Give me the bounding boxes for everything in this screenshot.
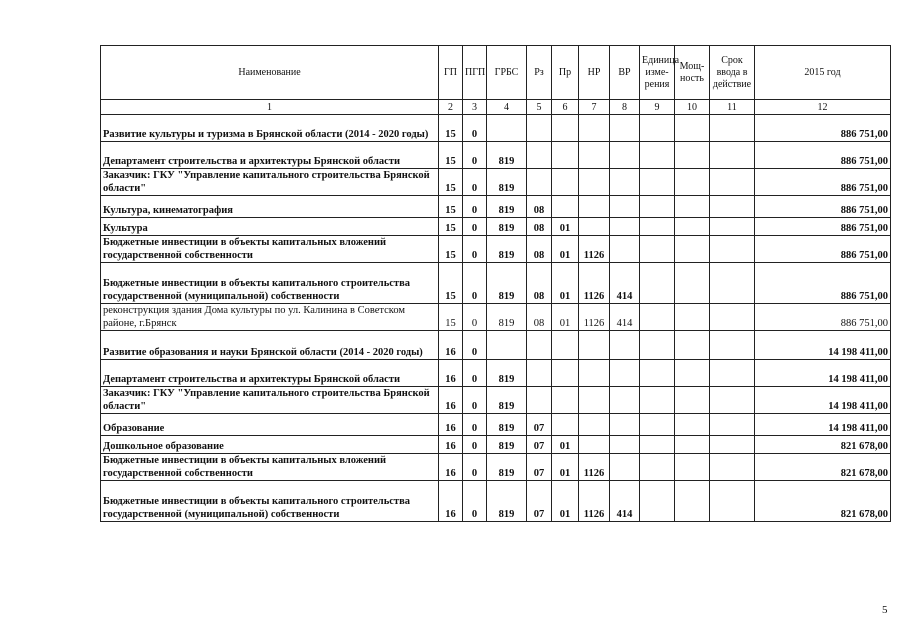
row-rz-cell: 08 — [527, 304, 552, 331]
row-pr-cell: 01 — [552, 263, 579, 304]
row-term-cell — [710, 218, 755, 236]
column-number-cell: 11 — [710, 100, 755, 115]
row-power-cell — [675, 142, 710, 169]
row-np-cell — [579, 387, 610, 414]
row-vr-cell — [610, 387, 640, 414]
row-amount-cell: 821 678,00 — [755, 481, 891, 522]
row-unit-cell — [640, 387, 675, 414]
row-rz-cell — [527, 360, 552, 387]
row-grbs-cell: 819 — [487, 236, 527, 263]
row-unit-cell — [640, 454, 675, 481]
row-gp-cell: 16 — [439, 481, 463, 522]
row-rz-cell: 07 — [527, 454, 552, 481]
row-gp-cell: 15 — [439, 169, 463, 196]
row-power-cell — [675, 304, 710, 331]
column-number-cell: 1 — [101, 100, 439, 115]
col-header-grbs: ГРБС — [487, 46, 527, 100]
column-number-row — [101, 100, 891, 115]
table-row — [101, 387, 891, 414]
row-amount-cell: 14 198 411,00 — [755, 331, 891, 360]
table-row — [101, 196, 891, 218]
table-row — [101, 360, 891, 387]
row-name-cell: Бюджетные инвестиции в объекты капитальных вложений государственной собственности — [101, 454, 439, 481]
row-pgp-cell: 0 — [463, 169, 487, 196]
row-gp-cell: 15 — [439, 236, 463, 263]
table-header-row — [101, 46, 891, 100]
row-amount-cell: 821 678,00 — [755, 436, 891, 454]
row-term-cell — [710, 454, 755, 481]
row-pgp-cell: 0 — [463, 436, 487, 454]
row-grbs-cell: 819 — [487, 436, 527, 454]
row-pr-cell — [552, 196, 579, 218]
row-grbs-cell: 819 — [487, 169, 527, 196]
row-grbs-cell: 819 — [487, 387, 527, 414]
table-row — [101, 331, 891, 360]
row-gp-cell: 16 — [439, 436, 463, 454]
page-number: 5 — [882, 604, 888, 616]
row-name-cell: Департамент строительства и архитектуры Брянской области — [101, 360, 439, 387]
row-vr-cell — [610, 196, 640, 218]
row-vr-cell: 414 — [610, 263, 640, 304]
table-row — [101, 169, 891, 196]
row-np-cell — [579, 360, 610, 387]
row-name-cell: Образование — [101, 414, 439, 436]
row-grbs-cell: 819 — [487, 196, 527, 218]
row-unit-cell — [640, 236, 675, 263]
column-number-cell: 7 — [579, 100, 610, 115]
column-number-cell: 5 — [527, 100, 552, 115]
budget-table — [100, 45, 891, 522]
row-grbs-cell — [487, 115, 527, 142]
row-amount-cell: 886 751,00 — [755, 115, 891, 142]
row-amount-cell: 886 751,00 — [755, 236, 891, 263]
row-gp-cell: 16 — [439, 331, 463, 360]
row-unit-cell — [640, 304, 675, 331]
row-name-cell: Бюджетные инвестиции в объекты капитальных вложений государственной собственности — [101, 236, 439, 263]
column-number-cell: 6 — [552, 100, 579, 115]
row-pr-cell: 01 — [552, 436, 579, 454]
row-power-cell — [675, 481, 710, 522]
row-pr-cell — [552, 115, 579, 142]
row-gp-cell: 16 — [439, 414, 463, 436]
row-name-cell: Культура, кинематография — [101, 196, 439, 218]
row-power-cell — [675, 436, 710, 454]
row-pr-cell — [552, 169, 579, 196]
row-pr-cell: 01 — [552, 236, 579, 263]
table-row — [101, 218, 891, 236]
row-unit-cell — [640, 218, 675, 236]
row-term-cell — [710, 331, 755, 360]
row-vr-cell — [610, 360, 640, 387]
row-term-cell — [710, 414, 755, 436]
row-term-cell — [710, 196, 755, 218]
row-rz-cell — [527, 169, 552, 196]
row-np-cell: 1126 — [579, 304, 610, 331]
row-name-cell: Дошкольное образование — [101, 436, 439, 454]
row-grbs-cell: 819 — [487, 142, 527, 169]
row-unit-cell — [640, 142, 675, 169]
row-np-cell — [579, 142, 610, 169]
row-term-cell — [710, 387, 755, 414]
column-number-cell: 10 — [675, 100, 710, 115]
row-term-cell — [710, 142, 755, 169]
row-amount-cell: 886 751,00 — [755, 218, 891, 236]
row-name-cell: реконструкция здания Дома культуры по ул. Калинина в Советском районе, г.Брянск — [101, 304, 439, 331]
row-amount-cell: 886 751,00 — [755, 196, 891, 218]
row-gp-cell: 15 — [439, 115, 463, 142]
row-unit-cell — [640, 436, 675, 454]
row-name-cell: Заказчик: ГКУ "Управление капитального строительства Брянской области" — [101, 387, 439, 414]
row-power-cell — [675, 454, 710, 481]
row-np-cell — [579, 414, 610, 436]
row-amount-cell: 886 751,00 — [755, 304, 891, 331]
row-np-cell: 1126 — [579, 263, 610, 304]
row-amount-cell: 886 751,00 — [755, 169, 891, 196]
row-pr-cell — [552, 387, 579, 414]
row-grbs-cell: 819 — [487, 481, 527, 522]
row-np-cell — [579, 218, 610, 236]
row-np-cell: 1126 — [579, 236, 610, 263]
row-grbs-cell: 819 — [487, 304, 527, 331]
row-vr-cell: 414 — [610, 304, 640, 331]
row-amount-cell: 886 751,00 — [755, 263, 891, 304]
row-amount-cell: 886 751,00 — [755, 142, 891, 169]
row-gp-cell: 16 — [439, 454, 463, 481]
row-rz-cell — [527, 115, 552, 142]
row-term-cell — [710, 436, 755, 454]
row-pgp-cell: 0 — [463, 236, 487, 263]
table-row — [101, 236, 891, 263]
row-name-cell: Бюджетные инвестиции в объекты капитального строительства государственной (муниципальной) собственности — [101, 263, 439, 304]
row-rz-cell — [527, 142, 552, 169]
col-header-pgp: ПГП — [463, 46, 487, 100]
row-power-cell — [675, 360, 710, 387]
row-unit-cell — [640, 115, 675, 142]
row-vr-cell — [610, 236, 640, 263]
col-header-gp: ГП — [439, 46, 463, 100]
row-np-cell: 1126 — [579, 481, 610, 522]
row-pr-cell: 01 — [552, 218, 579, 236]
row-np-cell: 1126 — [579, 454, 610, 481]
row-pgp-cell: 0 — [463, 360, 487, 387]
row-vr-cell — [610, 454, 640, 481]
row-unit-cell — [640, 169, 675, 196]
row-gp-cell: 15 — [439, 196, 463, 218]
row-name-cell: Развитие культуры и туризма в Брянской области (2014 - 2020 годы) — [101, 115, 439, 142]
row-grbs-cell: 819 — [487, 414, 527, 436]
row-power-cell — [675, 196, 710, 218]
row-name-cell: Развитие образования и науки Брянской области (2014 - 2020 годы) — [101, 331, 439, 360]
row-pgp-cell: 0 — [463, 304, 487, 331]
row-vr-cell — [610, 218, 640, 236]
row-rz-cell: 08 — [527, 218, 552, 236]
row-unit-cell — [640, 360, 675, 387]
row-power-cell — [675, 263, 710, 304]
row-rz-cell: 07 — [527, 436, 552, 454]
table-row — [101, 436, 891, 454]
column-number-cell: 4 — [487, 100, 527, 115]
row-name-cell: Заказчик: ГКУ "Управление капитального строительства Брянской области" — [101, 169, 439, 196]
row-rz-cell — [527, 331, 552, 360]
row-grbs-cell: 819 — [487, 218, 527, 236]
row-np-cell — [579, 436, 610, 454]
row-gp-cell: 15 — [439, 304, 463, 331]
row-power-cell — [675, 387, 710, 414]
row-grbs-cell: 819 — [487, 263, 527, 304]
row-pgp-cell: 0 — [463, 387, 487, 414]
row-gp-cell: 15 — [439, 142, 463, 169]
row-rz-cell — [527, 387, 552, 414]
row-vr-cell — [610, 414, 640, 436]
table-row — [101, 304, 891, 331]
row-pr-cell: 01 — [552, 454, 579, 481]
table-row — [101, 263, 891, 304]
row-pgp-cell: 0 — [463, 454, 487, 481]
row-unit-cell — [640, 263, 675, 304]
table-row — [101, 142, 891, 169]
row-amount-cell: 14 198 411,00 — [755, 360, 891, 387]
row-grbs-cell: 819 — [487, 454, 527, 481]
row-pgp-cell: 0 — [463, 331, 487, 360]
col-header-rz: Рз — [527, 46, 552, 100]
row-pgp-cell: 0 — [463, 218, 487, 236]
row-np-cell — [579, 196, 610, 218]
row-gp-cell: 15 — [439, 263, 463, 304]
row-vr-cell — [610, 142, 640, 169]
row-power-cell — [675, 169, 710, 196]
row-pr-cell — [552, 414, 579, 436]
column-number-cell: 3 — [463, 100, 487, 115]
row-power-cell — [675, 218, 710, 236]
row-grbs-cell: 819 — [487, 360, 527, 387]
row-unit-cell — [640, 196, 675, 218]
row-rz-cell: 08 — [527, 196, 552, 218]
row-rz-cell: 07 — [527, 414, 552, 436]
column-number-cell: 9 — [640, 100, 675, 115]
row-grbs-cell — [487, 331, 527, 360]
table-row — [101, 115, 891, 142]
row-pr-cell — [552, 331, 579, 360]
row-amount-cell: 14 198 411,00 — [755, 414, 891, 436]
row-power-cell — [675, 414, 710, 436]
row-amount-cell: 821 678,00 — [755, 454, 891, 481]
row-gp-cell: 15 — [439, 218, 463, 236]
row-gp-cell: 16 — [439, 387, 463, 414]
row-rz-cell: 08 — [527, 236, 552, 263]
col-header-np: НР — [579, 46, 610, 100]
col-header-year: 2015 год — [755, 46, 891, 100]
row-gp-cell: 16 — [439, 360, 463, 387]
row-term-cell — [710, 304, 755, 331]
row-pr-cell: 01 — [552, 304, 579, 331]
row-vr-cell: 414 — [610, 481, 640, 522]
table-row — [101, 481, 891, 522]
row-power-cell — [675, 331, 710, 360]
row-name-cell: Бюджетные инвестиции в объекты капитального строительства государственной (муниципальной) собственности — [101, 481, 439, 522]
row-np-cell — [579, 169, 610, 196]
table-body — [101, 115, 891, 522]
column-number-cell: 12 — [755, 100, 891, 115]
row-vr-cell — [610, 115, 640, 142]
table-row — [101, 414, 891, 436]
row-pr-cell: 01 — [552, 481, 579, 522]
row-pgp-cell: 0 — [463, 115, 487, 142]
row-amount-cell: 14 198 411,00 — [755, 387, 891, 414]
row-power-cell — [675, 236, 710, 263]
row-name-cell: Департамент строительства и архитектуры Брянской области — [101, 142, 439, 169]
row-term-cell — [710, 169, 755, 196]
row-pr-cell — [552, 142, 579, 169]
row-unit-cell — [640, 414, 675, 436]
col-header-pr: Пр — [552, 46, 579, 100]
row-np-cell — [579, 115, 610, 142]
column-number-cell: 8 — [610, 100, 640, 115]
row-term-cell — [710, 115, 755, 142]
col-header-power: Мощ-ность — [675, 46, 710, 100]
col-header-unit: Единица изме-рения — [640, 46, 675, 100]
row-power-cell — [675, 115, 710, 142]
row-vr-cell — [610, 169, 640, 196]
row-pgp-cell: 0 — [463, 414, 487, 436]
row-pgp-cell: 0 — [463, 263, 487, 304]
row-rz-cell: 07 — [527, 481, 552, 522]
col-header-vr: ВР — [610, 46, 640, 100]
row-np-cell — [579, 331, 610, 360]
row-unit-cell — [640, 481, 675, 522]
row-name-cell: Культура — [101, 218, 439, 236]
row-term-cell — [710, 360, 755, 387]
row-pgp-cell: 0 — [463, 142, 487, 169]
row-vr-cell — [610, 331, 640, 360]
row-term-cell — [710, 263, 755, 304]
col-header-name: Наименование — [101, 46, 439, 100]
row-rz-cell: 08 — [527, 263, 552, 304]
row-vr-cell — [610, 436, 640, 454]
column-number-cell: 2 — [439, 100, 463, 115]
col-header-term: Срок ввода в действие — [710, 46, 755, 100]
row-pr-cell — [552, 360, 579, 387]
row-pgp-cell: 0 — [463, 196, 487, 218]
row-pgp-cell: 0 — [463, 481, 487, 522]
row-term-cell — [710, 481, 755, 522]
row-unit-cell — [640, 331, 675, 360]
row-term-cell — [710, 236, 755, 263]
table-row — [101, 454, 891, 481]
